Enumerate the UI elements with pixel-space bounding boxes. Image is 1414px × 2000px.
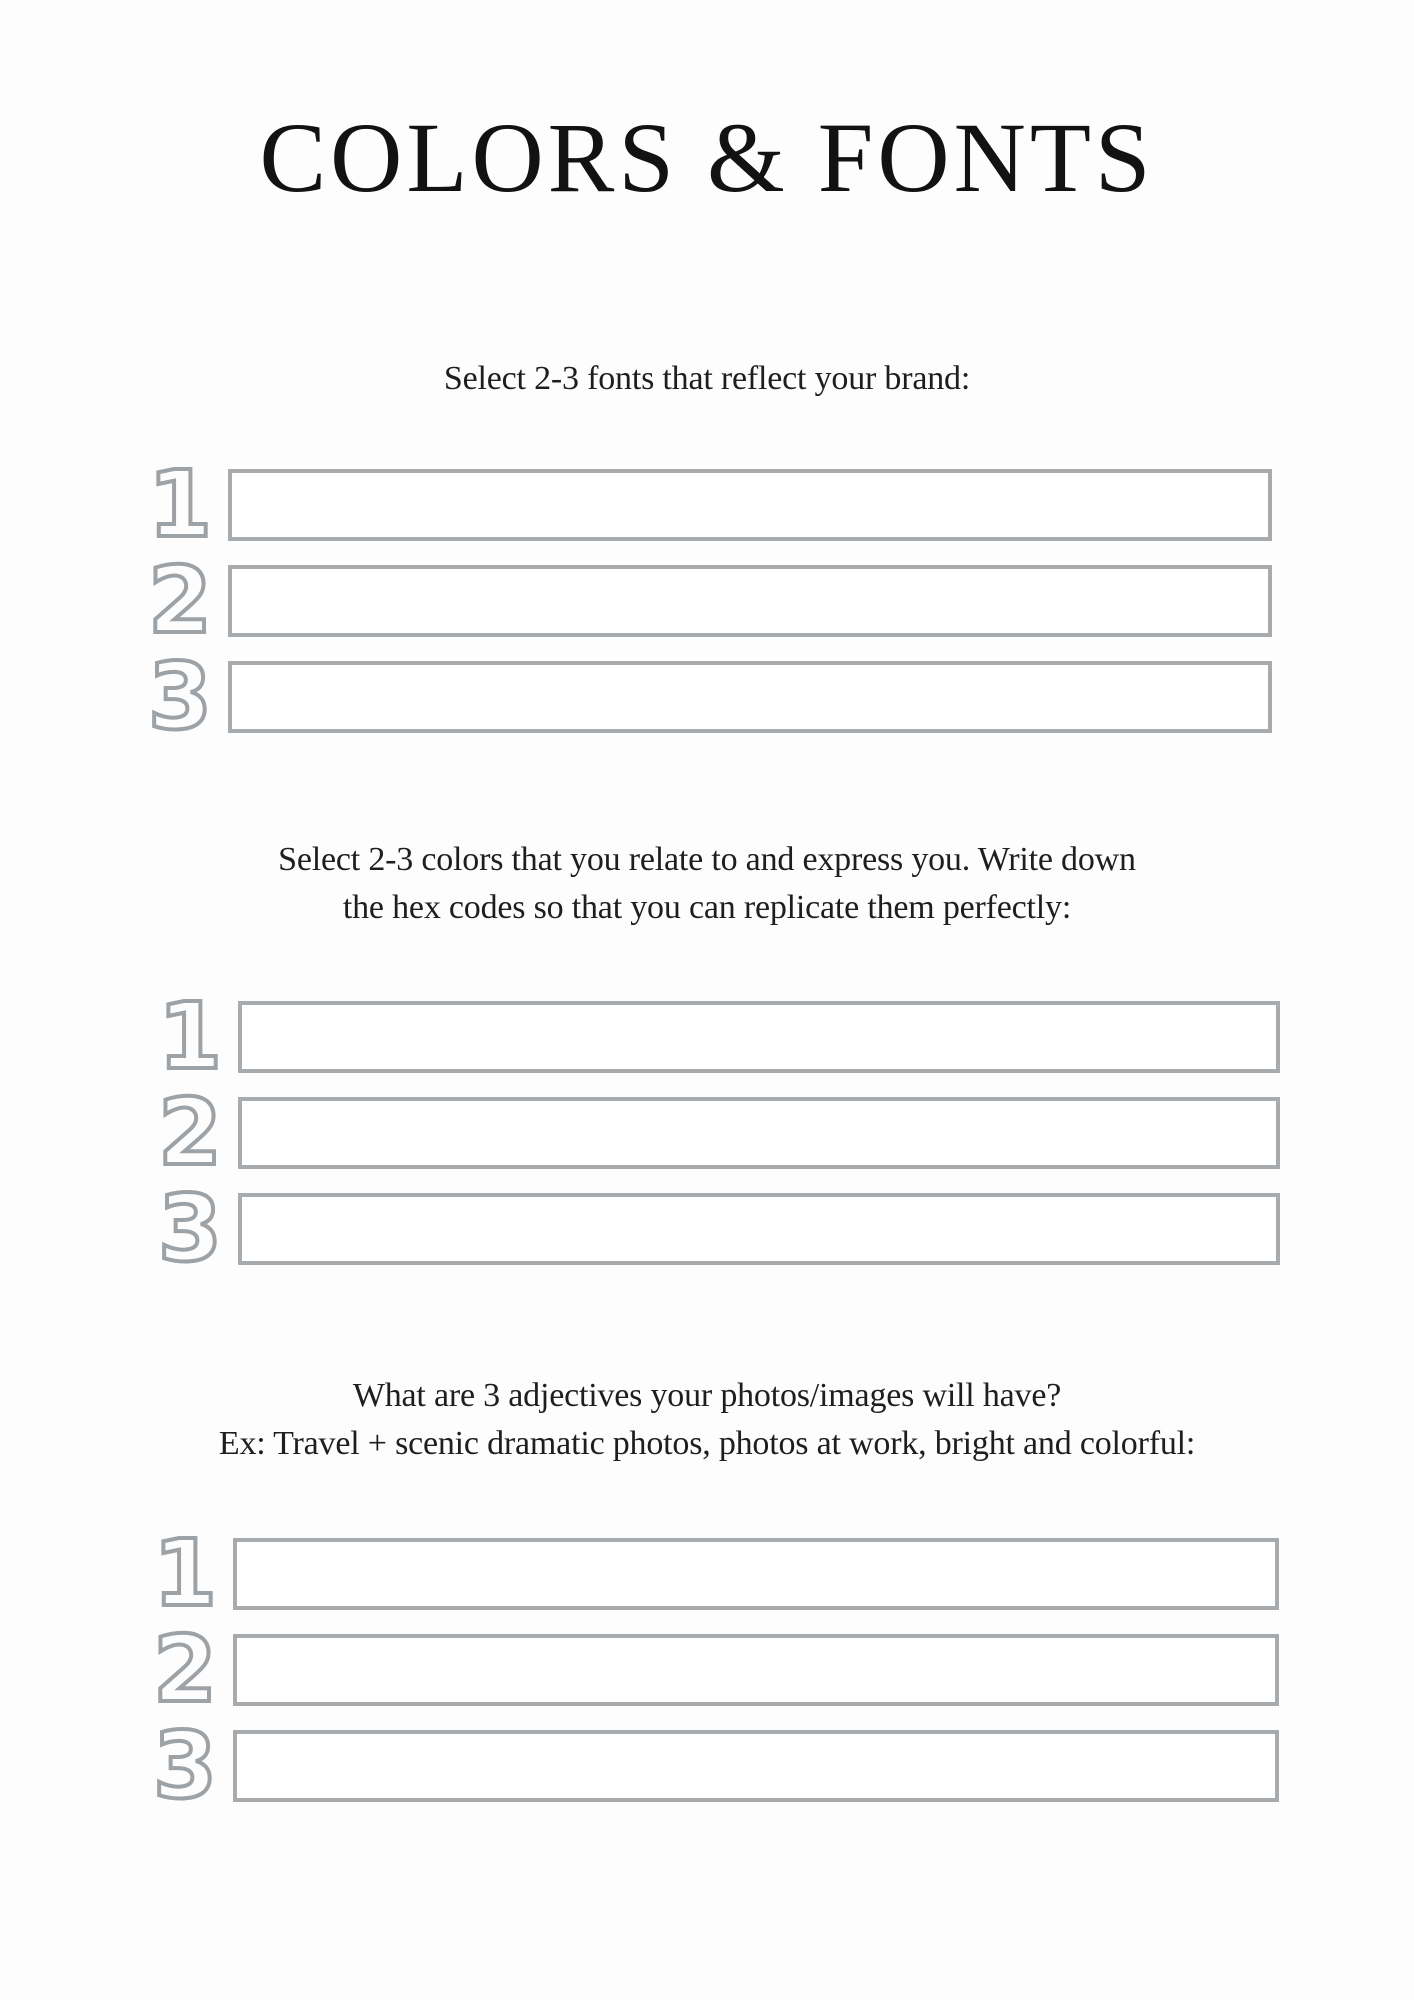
list-item (124, 547, 1272, 654)
item-number-1: 1 (147, 451, 212, 558)
hex-color-input-1[interactable] (238, 1001, 1280, 1073)
colors-field-list (134, 983, 1280, 1289)
photo-adjective-input-1[interactable] (233, 1538, 1279, 1610)
photo-adjectives-prompt (0, 1372, 1414, 1468)
list-item (134, 1175, 1280, 1282)
item-number-2: 2 (147, 547, 212, 654)
photo-adjectives-prompt-line-2: Ex: Travel + scenic dramatic photos, photos at work, bright and colorful: (218, 1425, 1196, 1462)
list-item (124, 643, 1272, 750)
page-title: COLORS & FONTS (259, 102, 1155, 213)
list-item (134, 1079, 1280, 1186)
font-input-2[interactable] (228, 565, 1272, 637)
fonts-prompt (0, 355, 1414, 403)
list-item (129, 1712, 1279, 1819)
colors-prompt-line-2: the hex codes so that you can replicate them perfectly: (342, 889, 1072, 926)
hex-color-input-2[interactable] (238, 1097, 1280, 1169)
item-number-3: 3 (147, 643, 212, 750)
fonts-field-list (124, 451, 1272, 757)
hex-color-input-3[interactable] (238, 1193, 1280, 1265)
photo-adjective-input-3[interactable] (233, 1730, 1279, 1802)
list-item (129, 1520, 1279, 1627)
colors-prompt-line-1: Select 2-3 colors that you relate to and express you. Write down (278, 841, 1136, 878)
item-number-3: 3 (152, 1712, 217, 1819)
list-item (134, 983, 1280, 1090)
item-number-1: 1 (157, 983, 222, 1090)
colors-prompt (0, 836, 1414, 932)
fonts-prompt-line: Select 2-3 fonts that reflect your brand: (443, 360, 971, 397)
photo-adjectives-field-list (129, 1520, 1279, 1826)
item-number-2: 2 (157, 1079, 222, 1186)
font-input-3[interactable] (228, 661, 1272, 733)
item-number-1: 1 (152, 1520, 217, 1627)
list-item (124, 451, 1272, 558)
list-item (129, 1616, 1279, 1723)
photo-adjective-input-2[interactable] (233, 1634, 1279, 1706)
item-number-2: 2 (152, 1616, 217, 1723)
item-number-3: 3 (157, 1175, 222, 1282)
photo-adjectives-prompt-line-1: What are 3 adjectives your photos/images will have? (352, 1377, 1062, 1414)
font-input-1[interactable] (228, 469, 1272, 541)
